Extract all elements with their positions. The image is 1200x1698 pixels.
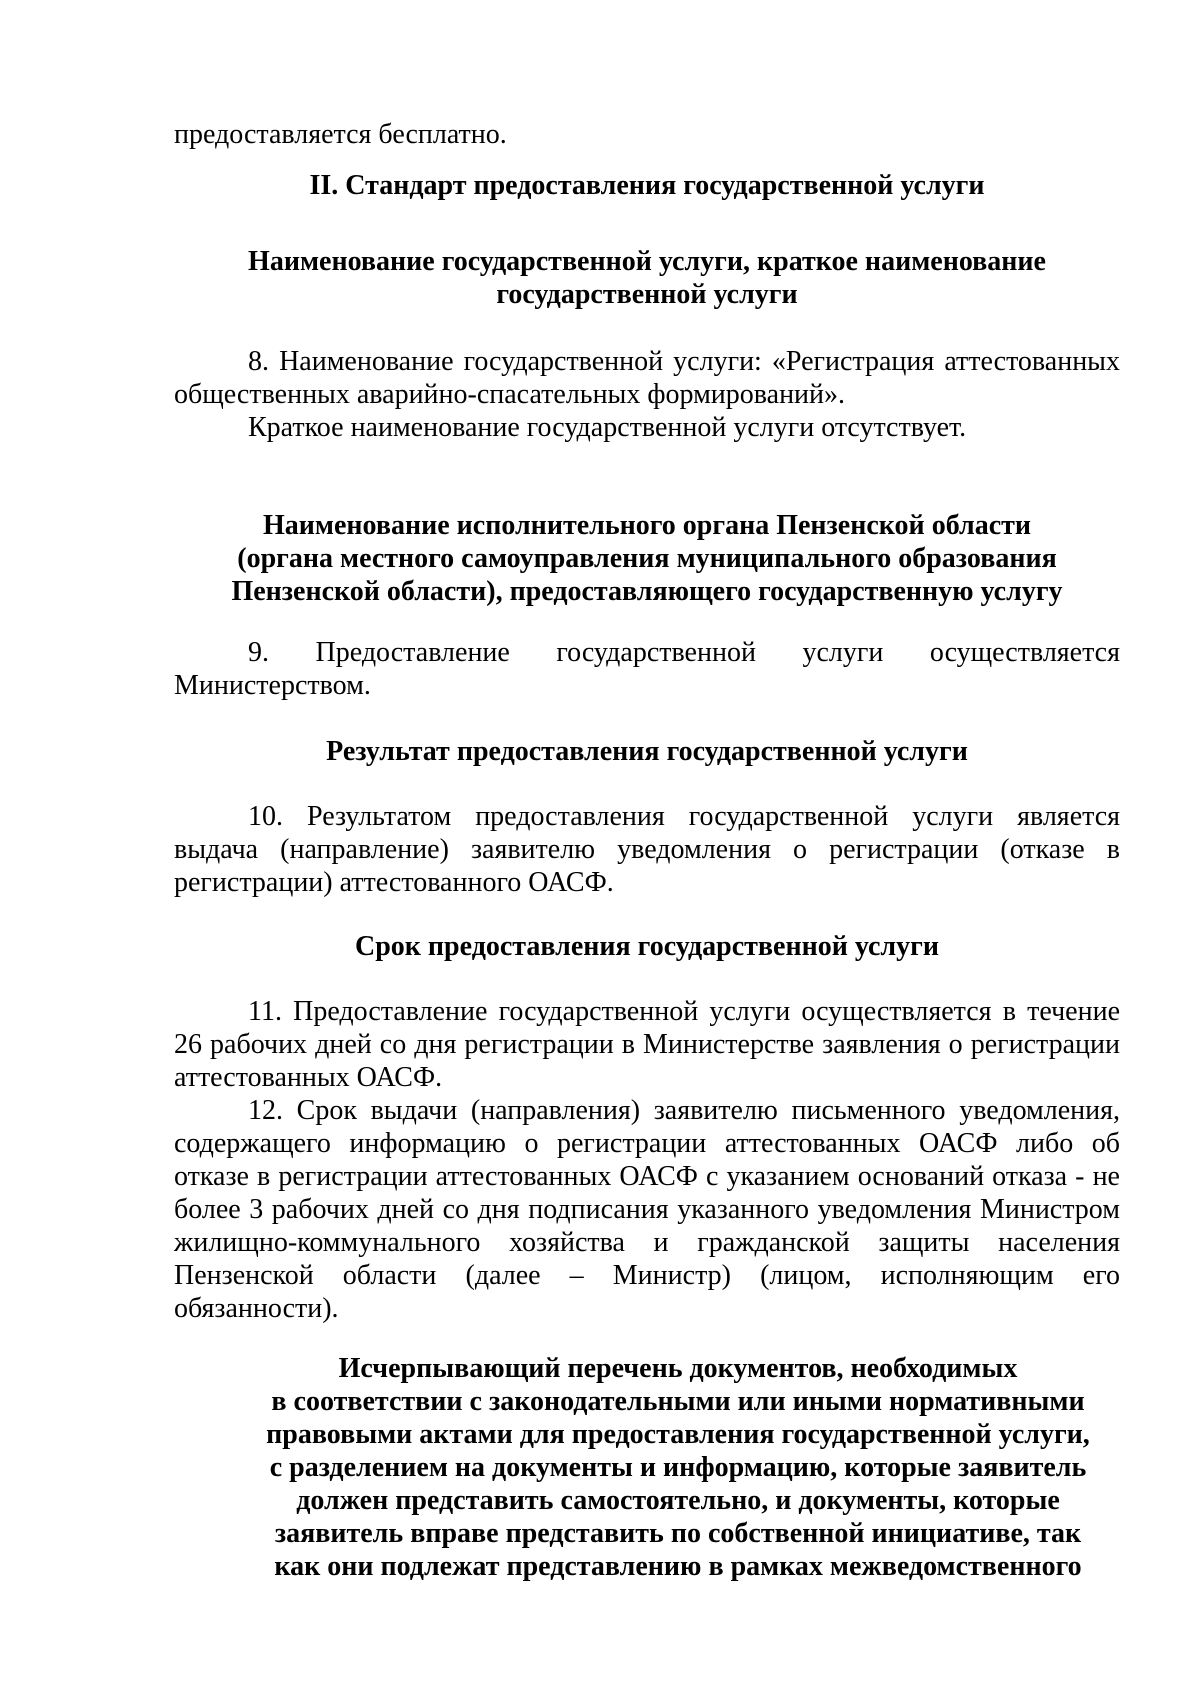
paragraph-line: отказе в регистрации аттестованных ОАСФ с указанием оснований отказа - не bbox=[174, 1161, 1120, 1192]
paragraph-line: 26 рабочих дней со дня регистрации в Министерстве заявления о регистрации bbox=[174, 1029, 1120, 1060]
heading-line: Исчерпывающий перечень документов, необходимых bbox=[338, 1353, 1018, 1384]
heading-line: Наименование исполнительного органа Пензенской области bbox=[262, 510, 1032, 541]
heading-line: Пензенской области), предоставляющего государственную услугу bbox=[231, 576, 1063, 607]
heading-line: в соответствии с законодательными или иными нормативными bbox=[271, 1386, 1085, 1417]
heading-line: государственной услуги bbox=[496, 279, 798, 310]
paragraph-line: аттестованных ОАСФ. bbox=[174, 1062, 443, 1093]
paragraph-line: более 3 рабочих дней со дня подписания указанного уведомления Министром bbox=[174, 1194, 1120, 1225]
heading-service-name bbox=[174, 245, 1120, 311]
paragraph-line: обязанности). bbox=[174, 1293, 339, 1324]
intro-text bbox=[174, 118, 1120, 151]
section-title bbox=[174, 169, 1120, 202]
paragraph-line: 12. Срок выдачи (направления) заявителю письменного уведомления, bbox=[248, 1095, 1120, 1126]
paragraph-line: 8. Наименование государственной услуги: «Регистрация аттестованных bbox=[248, 346, 1120, 377]
paragraph-line: Министерством. bbox=[174, 670, 371, 701]
paragraph-line: жилищно-коммунального хозяйства и гражданской защиты населения bbox=[174, 1227, 1120, 1258]
paragraph-line: Пензенской области (далее – Министр) (лицом, исполняющим его bbox=[174, 1260, 1120, 1291]
section-title-line: II. Стандарт предоставления государственной услуги bbox=[309, 170, 985, 201]
heading-line: правовыми актами для предоставления государственной услуги, bbox=[266, 1419, 1090, 1450]
paragraph-line: содержащего информацию о регистрации аттестованных ОАСФ либо об bbox=[174, 1128, 1120, 1159]
heading-line: с разделением на документы и информацию, которые заявитель bbox=[269, 1452, 1087, 1483]
paragraph-8 bbox=[174, 345, 1120, 444]
heading-line: Срок предоставления государственной услуги bbox=[355, 931, 939, 962]
heading-line: Наименование государственной услуги, краткое наименование bbox=[248, 246, 1046, 277]
heading-line: (органа местного самоуправления муниципального образования bbox=[237, 543, 1057, 574]
paragraph-line: общественных аварийно-спасательных формирований». bbox=[174, 379, 846, 410]
paragraph-9 bbox=[174, 636, 1120, 702]
heading-line: как они подлежат представлению в рамках межведомственного bbox=[274, 1551, 1082, 1582]
paragraph-line: 9. Предоставление государственной услуги осуществляется bbox=[248, 637, 1120, 668]
paragraph-line: выдача (направление) заявителю уведомления о регистрации (отказе в bbox=[174, 834, 1120, 865]
heading-executive-organ bbox=[174, 509, 1120, 608]
heading-term bbox=[174, 930, 1120, 963]
intro-line: предоставляется бесплатно. bbox=[174, 119, 507, 150]
paragraph-line: 11. Предоставление государственной услуги осуществляется в течение bbox=[248, 996, 1120, 1027]
paragraph-11-12 bbox=[174, 995, 1120, 1325]
heading-line: должен представить самостоятельно, и документы, которые bbox=[296, 1485, 1060, 1516]
heading-result bbox=[174, 735, 1120, 768]
paragraph-line: регистрации) аттестованного ОАСФ. bbox=[174, 867, 614, 898]
paragraph-line: Краткое наименование государственной услуги отсутствует. bbox=[248, 412, 967, 443]
heading-documents-list bbox=[236, 1352, 1120, 1583]
heading-line: Результат предоставления государственной услуги bbox=[326, 736, 968, 767]
paragraph-line: 10. Результатом предоставления государственной услуги является bbox=[248, 801, 1120, 832]
heading-line: заявитель вправе представить по собственной инициативе, так bbox=[274, 1518, 1082, 1549]
paragraph-10 bbox=[174, 800, 1120, 899]
